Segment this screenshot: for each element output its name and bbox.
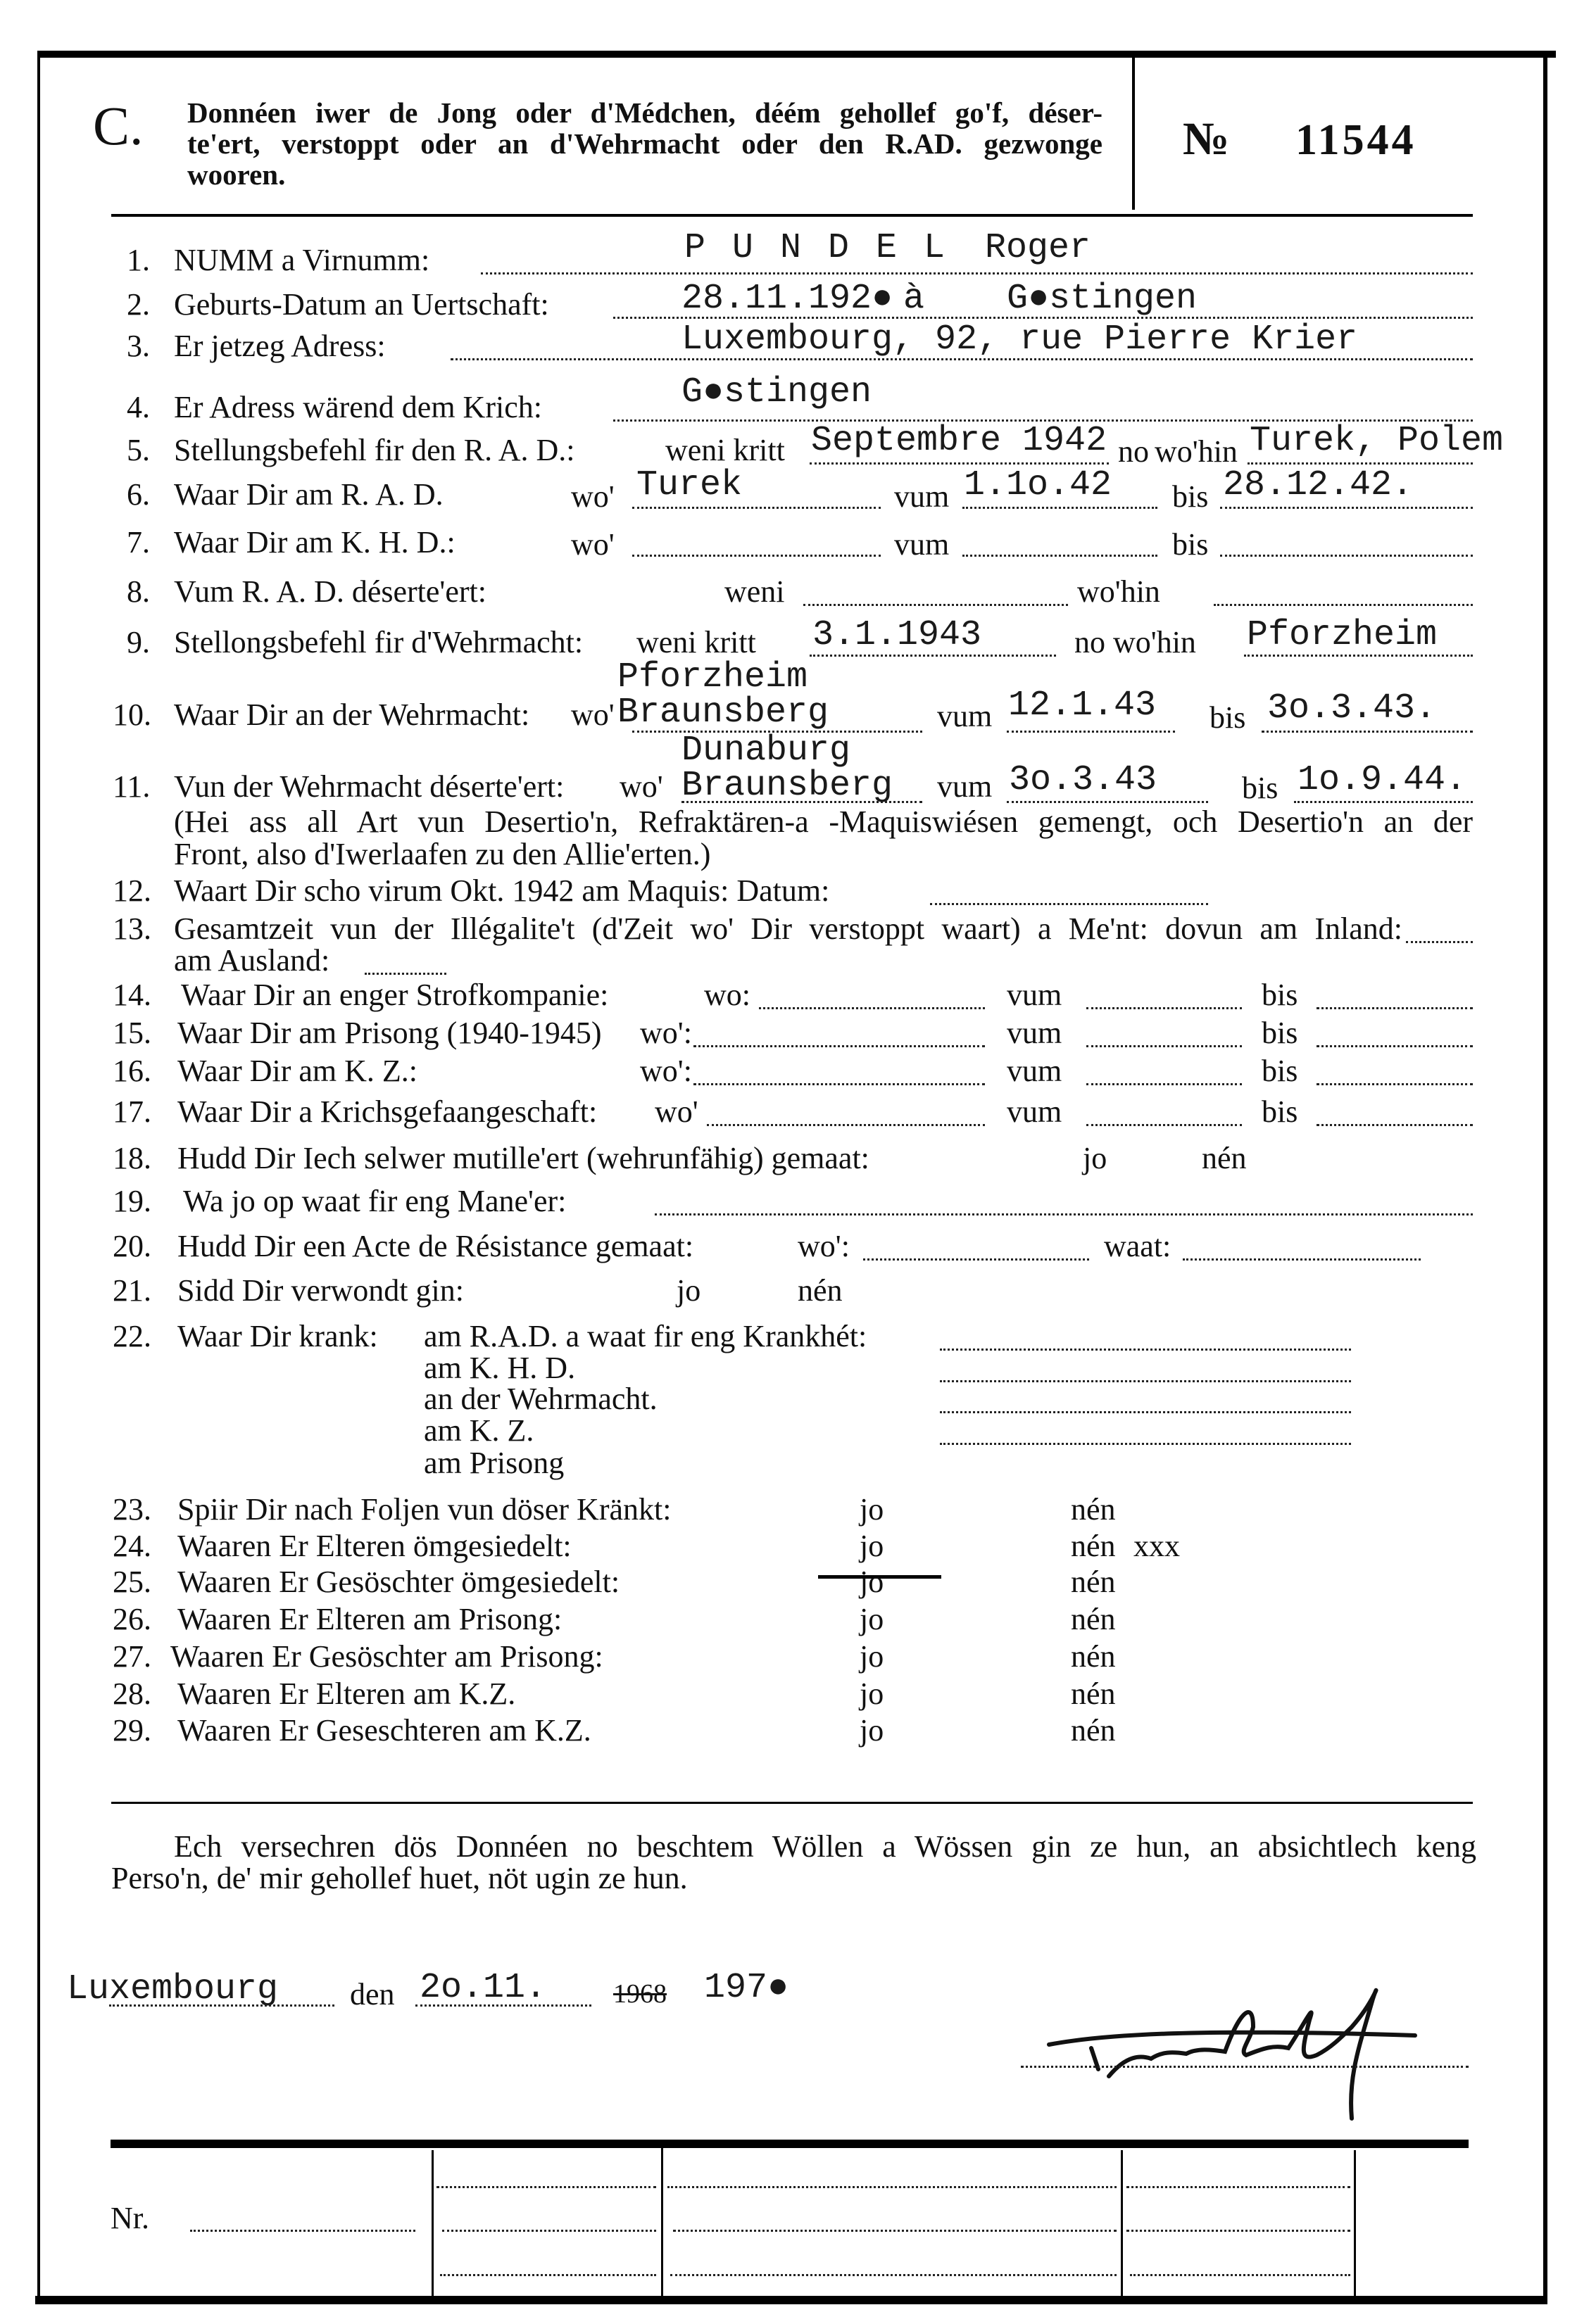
wehrmacht-where-value-1: Pforzheim [617, 657, 808, 697]
weni-kritt-label: weni kritt [665, 433, 785, 467]
waat-label: waat: [1104, 1229, 1171, 1263]
prison-to-field[interactable] [1317, 1045, 1473, 1047]
header-title-line-3: wooren. [187, 158, 286, 191]
inland-months-field[interactable] [1406, 941, 1473, 943]
place-field[interactable] [109, 2004, 334, 2007]
illness-sub-khd: am K. H. D. [424, 1351, 576, 1385]
item-number: 8. [127, 574, 150, 609]
item-number: 27. [113, 1639, 151, 1674]
item-label: Stellungsbefehl fir den R. A. D.: [174, 433, 575, 467]
pow-to-field[interactable] [1317, 1124, 1473, 1126]
section-letter: C. [93, 95, 144, 156]
bottom-border [35, 2296, 1547, 2304]
item-label: Vum R. A. D. déserte'ert: [174, 574, 486, 609]
option-jo[interactable]: jo [1083, 1141, 1107, 1175]
item-label: Wa jo op waat fir eng Mane'er: [183, 1184, 567, 1218]
item-label: Stellongsbefehl fir d'Wehrmacht: [174, 625, 584, 659]
wo-label: wo: [704, 978, 750, 1012]
top-border [39, 51, 1556, 58]
item-label: Waaren Er Elteren ömgesiedelt: [177, 1529, 572, 1563]
bis-label: bis [1242, 771, 1278, 805]
rad-where-field[interactable] [632, 507, 881, 509]
illness-sub-prison: am Prisong [424, 1446, 565, 1480]
vum-label: vum [937, 769, 993, 804]
item-number: 14. [113, 978, 151, 1012]
item-label: Waar Dir am K. Z.: [177, 1054, 417, 1088]
weni-label: weni [724, 574, 785, 609]
option-nen[interactable]: nén [1202, 1141, 1247, 1175]
office-field[interactable] [1130, 2274, 1350, 2276]
penal-company-to-field[interactable] [1317, 1007, 1473, 1009]
surname-value: P U N D E L [684, 228, 948, 268]
item-number: 21. [113, 1273, 151, 1308]
office-field[interactable] [667, 2186, 1117, 2188]
name-field[interactable] [481, 272, 1473, 274]
item-label: Hudd Dir Iech selwer mutille'ert (wehrunfähig) gemaat: [177, 1141, 869, 1175]
rad-from-field[interactable] [962, 507, 1157, 509]
item-number: 3. [127, 329, 150, 363]
wehrmacht-order-date-value: 3.1.1943 [812, 615, 982, 655]
bis-label: bis [1262, 978, 1298, 1012]
address-value: Luxembourg, 92, rue Pierre Krier [681, 320, 1358, 360]
item-number: 2. [127, 287, 150, 322]
option-jo[interactable]: jo [860, 1492, 884, 1527]
wohin-label: wo'hin [1077, 574, 1160, 609]
item-number: 9. [127, 625, 150, 659]
desertion-note-line-2: Front, also d'Iwerlaafen zu den Allie'erten.) [174, 837, 711, 871]
item-number: 28. [113, 1676, 151, 1711]
kz-to-field[interactable] [1317, 1083, 1473, 1085]
firstname-value: Roger [985, 228, 1091, 268]
war-address-value: G●stingen [681, 372, 872, 412]
bis-label: bis [1262, 1094, 1298, 1129]
option-nen[interactable]: nén [1071, 1565, 1116, 1599]
kz-where-field[interactable] [693, 1083, 985, 1085]
item-number: 16. [113, 1054, 151, 1088]
illness-rad-field[interactable] [940, 1349, 1351, 1351]
illness-sub-rad: am R.A.D. a waat fir eng Krankhét: [424, 1319, 867, 1353]
option-nen[interactable]: nén [1071, 1676, 1116, 1711]
item-number: 24. [113, 1529, 151, 1563]
option-jo[interactable]: jo [860, 1639, 884, 1674]
rad-order-date-field[interactable] [810, 462, 1109, 465]
option-jo[interactable]: jo [860, 1713, 884, 1748]
signature-field[interactable] [1021, 2066, 1469, 2068]
wo-label: wo': [640, 1016, 692, 1050]
vum-label: vum [1007, 1094, 1062, 1129]
office-field[interactable] [436, 2186, 656, 2188]
item-number: 5. [127, 433, 150, 467]
rad-order-place-field[interactable] [1248, 462, 1473, 465]
item-number: 22. [113, 1319, 151, 1353]
office-field[interactable] [1126, 2230, 1350, 2232]
vum-label: vum [1007, 1016, 1062, 1050]
item-label: Waaren Er Geseschteren am K.Z. [177, 1713, 591, 1748]
bis-label: bis [1172, 527, 1209, 562]
item-label: Spiir Dir nach Foljen vun döser Kränkt: [177, 1492, 672, 1527]
khd-to-field[interactable] [1220, 555, 1473, 557]
header-rule [111, 214, 1473, 217]
nen-overstrike: xxx [1133, 1529, 1180, 1563]
item-label: Sidd Dir verwondt gin: [177, 1273, 464, 1308]
header-title-line-1: Donnéen iwer de Jong oder d'Médchen, déém gehollef go'f, déser- [187, 96, 1102, 129]
rad-to-value: 28.12.42. [1223, 465, 1414, 505]
signature-stroke [1049, 1990, 1415, 2118]
kz-from-field[interactable] [1086, 1083, 1242, 1085]
pow-from-field[interactable] [1086, 1124, 1242, 1126]
manner-field[interactable] [655, 1213, 1473, 1215]
wo-label: wo' [655, 1094, 698, 1129]
item-label: Vun der Wehrmacht déserte'ert: [174, 769, 565, 804]
khd-from-field[interactable] [962, 555, 1157, 557]
desertion-from-value: 3o.3.43 [1009, 760, 1157, 800]
item-number: 7. [127, 525, 150, 560]
header-divider [1132, 56, 1135, 210]
penal-company-from-field[interactable] [1086, 1007, 1242, 1009]
item-label: Waaren Er Elteren am K.Z. [177, 1676, 516, 1711]
bis-label: bis [1210, 700, 1246, 735]
date-field[interactable] [415, 2004, 591, 2007]
pow-where-field[interactable] [707, 1124, 985, 1126]
item-number: 19. [113, 1184, 151, 1218]
rad-desertion-place-field[interactable] [1214, 604, 1473, 606]
item-number: 12. [113, 873, 151, 908]
wehrmacht-from-field[interactable] [1007, 731, 1175, 733]
wehrmacht-from-value: 12.1.43 [1008, 686, 1157, 726]
rad-desertion-date-field[interactable] [803, 604, 1068, 606]
option-jo[interactable]: jo [860, 1676, 884, 1711]
vum-label: vum [894, 527, 950, 562]
item-number: 20. [113, 1229, 151, 1263]
item-label: Waar Dir a Krichsgefaangeschaft: [177, 1094, 598, 1129]
right-border [1543, 51, 1547, 2303]
wohin-label: wo'hin [1155, 434, 1238, 469]
vum-label: vum [937, 699, 993, 733]
office-table-col-divider [1121, 2150, 1123, 2297]
option-jo[interactable]: jo [860, 1602, 884, 1636]
illness-kz-field[interactable] [940, 1443, 1351, 1445]
item-label: Waar Dir an enger Strofkompanie: [181, 978, 609, 1012]
item-number: 29. [113, 1713, 151, 1748]
item-label: Er jetzeg Adress: [174, 329, 386, 363]
item-label: Geburts-Datum an Uertschaft: [174, 287, 549, 322]
option-jo[interactable]: jo [860, 1565, 884, 1599]
no-label: no [1118, 434, 1149, 469]
prison-from-field[interactable] [1086, 1045, 1242, 1047]
item-label: Waar Dir an der Wehrmacht: [174, 697, 530, 732]
illness-sub-wehrmacht: an der Wehrmacht. [424, 1382, 658, 1416]
item-label: Waaren Er Gesöschter am Prisong: [170, 1639, 603, 1674]
bis-label: bis [1262, 1016, 1298, 1050]
desertion-to-field[interactable] [1294, 801, 1473, 803]
item-label: Gesamtzeit vun der Illégalite't (d'Zeit wo' Dir verstoppt waart) a Me'nt: dovun am Inland: [174, 911, 1402, 946]
vum-label: vum [1007, 1054, 1062, 1088]
printed-year: 1968 [613, 1979, 667, 2009]
khd-where-field[interactable] [632, 555, 881, 557]
item-number: 18. [113, 1141, 151, 1175]
vum-label: vum [1007, 978, 1062, 1012]
option-jo[interactable]: jo [860, 1529, 884, 1563]
year-value: 197● [704, 1968, 789, 2008]
wo-label: wo' [571, 527, 615, 562]
option-nen[interactable]: nén [1071, 1602, 1116, 1636]
office-field[interactable] [1126, 2186, 1350, 2188]
option-nen[interactable]: nén [1071, 1529, 1116, 1563]
birth-place-value: G●stingen [1007, 279, 1198, 319]
rad-from-value: 1.1o.42 [964, 465, 1112, 505]
item-label: Er Adress wärend dem Krich: [174, 390, 542, 424]
wo-label: wo': [798, 1229, 850, 1263]
item-label: Waar Dir krank: [177, 1319, 378, 1353]
rad-where-value: Turek [636, 465, 743, 505]
date-value: 2o.11. [420, 1968, 547, 2008]
illness-khd-field[interactable] [940, 1380, 1351, 1382]
place-value: Luxembourg [67, 1969, 279, 2009]
item-number: 4. [127, 390, 150, 424]
option-nen[interactable]: nén [1071, 1639, 1116, 1674]
wehrmacht-where-value-2: Braunsberg [617, 693, 829, 733]
declaration-line-2: Perso'n, de' mir gehollef huet, nöt ugin ze hun. [111, 1861, 688, 1895]
wo-label: wo' [620, 769, 663, 804]
maquis-date-field[interactable] [930, 903, 1208, 905]
wo-label: wo' [571, 697, 615, 732]
birth-date-value: 28.11.192● [681, 279, 893, 319]
item-label: Waart Dir scho virum Okt. 1942 am Maquis: Datum: [174, 873, 830, 908]
wo-label: wo': [640, 1054, 692, 1088]
option-nen[interactable]: nén [1071, 1492, 1116, 1527]
weni-kritt-label: weni kritt [636, 625, 756, 659]
office-field[interactable] [673, 2230, 1117, 2232]
item-label: Waar Dir am Prisong (1940-1945) [177, 1016, 602, 1050]
nr-field[interactable] [190, 2230, 415, 2232]
item-label: Waar Dir am K. H. D.: [174, 525, 455, 560]
item-number: 10. [113, 697, 151, 732]
item-label: Hudd Dir een Acte de Résistance gemaat: [177, 1229, 694, 1263]
office-table-top-rule [111, 2140, 1469, 2148]
office-table-col-divider [432, 2150, 434, 2297]
penal-company-where-field[interactable] [759, 1007, 985, 1009]
item-number: 15. [113, 1016, 151, 1050]
item-number: 25. [113, 1565, 151, 1599]
office-field[interactable] [670, 2274, 1117, 2276]
bis-label: bis [1262, 1054, 1298, 1088]
header-title-line-2: te'ert, verstoppt oder an d'Wehrmacht oder den R.AD. gezwonge [187, 127, 1102, 160]
wo-label: wo' [571, 479, 615, 514]
option-nen[interactable]: nén [798, 1273, 843, 1308]
nr-label: Nr. [111, 2201, 149, 2235]
item-label: NUMM a Virnumm: [174, 243, 430, 277]
office-table-col-divider [1354, 2150, 1356, 2297]
rad-order-date-value: Septembre 1942 [811, 421, 1107, 461]
office-table-col-divider [661, 2148, 663, 2297]
resistance-what-field[interactable] [1183, 1258, 1421, 1261]
prison-where-field[interactable] [693, 1045, 985, 1047]
item-number: 13. [113, 911, 151, 946]
left-border [37, 51, 40, 2303]
item-number: 23. [113, 1492, 151, 1527]
desertion-note-line-1: (Hei ass all Art vun Desertio'n, Refraktären-a -Maquiswiésen gemengt, och Desertio'n an der [174, 804, 1473, 839]
option-jo[interactable]: jo [677, 1273, 701, 1308]
wehrmacht-to-field[interactable] [1262, 731, 1473, 733]
rad-to-field[interactable] [1220, 507, 1473, 509]
signature-image [1021, 1971, 1471, 2133]
desertion-to-value: 1o.9.44. [1298, 760, 1467, 800]
wehrmacht-to-value: 3o.3.43. [1267, 688, 1437, 728]
item-number: 11. [113, 769, 151, 804]
illness-wehrmacht-field[interactable] [940, 1411, 1351, 1413]
abroad-months-field[interactable] [365, 973, 446, 975]
bis-label: bis [1172, 479, 1209, 514]
desertion-where-value-1: Dunaburg [681, 731, 851, 771]
birth-a: à [903, 279, 925, 319]
wehrmacht-order-place-value: Pforzheim [1247, 615, 1438, 655]
rad-order-place-value: Turek, Polem [1250, 421, 1504, 461]
option-nen[interactable]: nén [1071, 1713, 1116, 1748]
section-divider [111, 1802, 1473, 1804]
office-field[interactable] [442, 2230, 656, 2232]
item-number: 1. [127, 243, 150, 277]
item-label: Waaren Er Gesöschter ömgesiedelt: [177, 1565, 620, 1599]
resistance-where-field[interactable] [863, 1258, 1089, 1261]
item-number: 6. [127, 477, 150, 512]
den-label: den [350, 1977, 395, 2012]
form-number: 11544 [1295, 116, 1416, 164]
no-wohin-label: no wo'hin [1074, 625, 1196, 659]
number-sign: № [1183, 113, 1230, 165]
item-number: 26. [113, 1602, 151, 1636]
item-label: Waaren Er Elteren am Prisong: [177, 1602, 563, 1636]
declaration-line-1: Ech versechren dös Donnéen no beschtem Wöllen a Wössen gin ze hun, an absichtlech keng [174, 1829, 1476, 1864]
item-number: 17. [113, 1094, 151, 1129]
office-field[interactable] [440, 2274, 656, 2276]
vum-label: vum [894, 479, 950, 514]
illness-sub-kz: am K. Z. [424, 1413, 534, 1448]
desertion-where-value-2: Braunsberg [681, 766, 893, 806]
abroad-label: am Ausland: [174, 943, 330, 978]
item-label: Waar Dir am R. A. D. [174, 477, 444, 512]
desertion-from-field[interactable] [1007, 801, 1208, 803]
